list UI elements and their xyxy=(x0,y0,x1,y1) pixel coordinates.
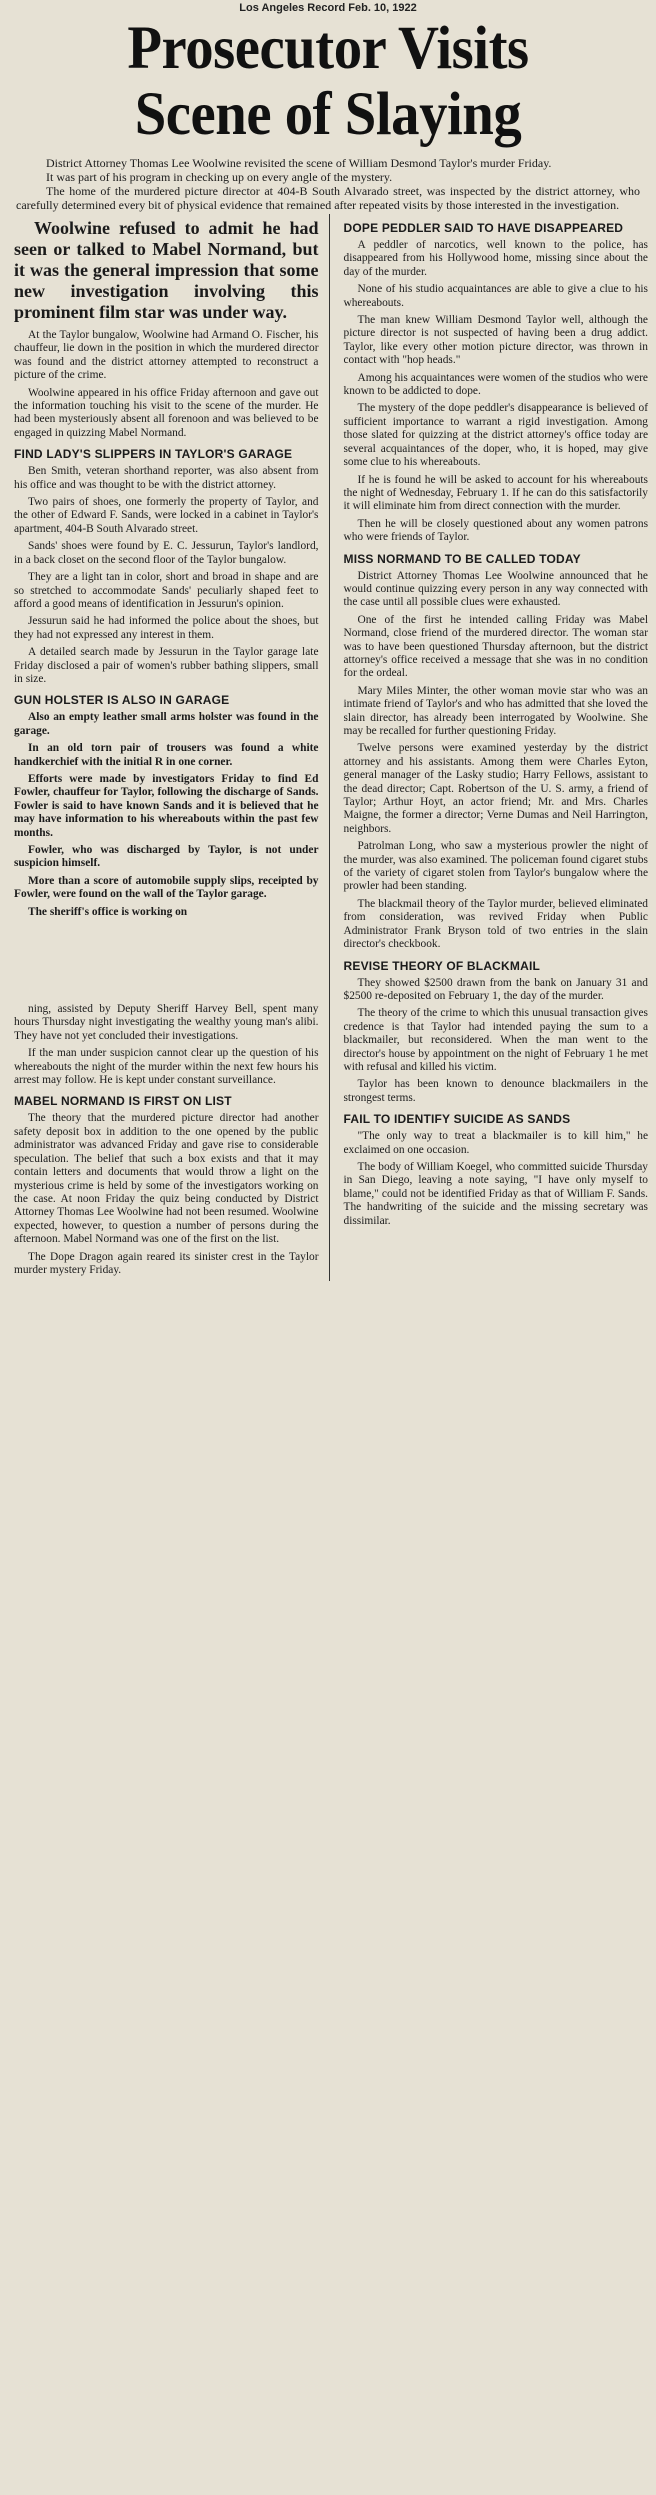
subheading: FAIL TO IDENTIFY SUICIDE AS SANDS xyxy=(343,1112,571,1127)
column-break-space xyxy=(14,923,319,1003)
article-paragraph: Jessurun said he had informed the police about the shoes, but they had not expressed any interest in them. xyxy=(14,615,319,641)
lede-paragraph: Woolwine refused to admit he had seen or talked to Mabel Normand, but it was the general impression that some new investigation involving this prominent film star was under way. xyxy=(14,218,319,322)
headline-line-1: Prosecutor Visits xyxy=(127,15,529,82)
article-paragraph: The body of William Koegel, who committed suicide Thursday in San Diego, leaving a note saying, "I have only myself to blame," could not be identified Friday as that of William F. Sands. The handwriting of the suicide and the missing secretary was dissimilar. xyxy=(343,1160,648,1227)
subheading: MABEL NORMAND IS FIRST ON LIST xyxy=(14,1094,232,1109)
intro-paragraph: District Attorney Thomas Lee Woolwine revisited the scene of William Desmond Taylor's murder Friday. xyxy=(46,156,552,170)
article-paragraph: ning, assisted by Deputy Sheriff Harvey Bell, spent many hours Thursday night investigating the wealthy young man's alibi. They have not yet concluded their investigations. xyxy=(14,1003,319,1042)
article-paragraph: The blackmail theory of the Taylor murder, believed eliminated from consideration, was revived Friday when Public Administrator Frank Bryson told of two entries in the slain director's checkbook. xyxy=(343,897,648,951)
article-paragraph: Twelve persons were examined yesterday by the district attorney and his assistants. Among them were Charles Eyton, general manager of the Lasky studio; Harry Fellows, assistant to the dead director; Capt. Robertson of the U. S. army, a friend of Taylor; Arthur Hoyt, an actor friend; Mr. and Mrs. Charles Maigne, the former a director; Verne Dumas and Neil Harrington, neighbors. xyxy=(343,742,648,835)
article-paragraph: If the man under suspicion cannot clear up the question of his whereabouts the night of the murder within the next few hours his arrest may follow. He is kept under constant surveillance. xyxy=(14,1047,319,1087)
subheading: GUN HOLSTER IS ALSO IN GARAGE xyxy=(14,693,230,708)
left-column xyxy=(14,214,330,1281)
subheading: MISS NORMAND TO BE CALLED TODAY xyxy=(343,551,581,566)
article-paragraph: At the Taylor bungalow, Woolwine had Armand O. Fischer, his chauffeur, lie down in the position in which the murdered director was found and the district attorney attempted to reconstruct a picture of the crime. xyxy=(14,329,319,382)
article-paragraph: A peddler of narcotics, well known to the police, has disappeared from his Hollywood home, missing since about the day of the murder. xyxy=(343,239,648,278)
article-paragraph: The theory of the crime to which this unusual transaction gives credence is that Taylor had intended paying the sum to a blackmailer, but reconsidered. When the man went to the director's house by appointment on the night of February 1 he met with refusal and killed his victim. xyxy=(343,1007,648,1073)
masthead: Los Angeles Record Feb. 10, 1922 xyxy=(239,2,417,14)
article-paragraph: They are a light tan in color, short and broad in shape and are so stretched to accommodate Sands' peculiarly shaped feet to afford a good means of identification in Jessurun's opinion. xyxy=(14,571,319,610)
article-paragraph: The man knew William Desmond Taylor well, although the picture director is not suspected of having been a drug addict. Taylor, like every other motion picture director, was thrown in contact with "hop heads." xyxy=(343,314,648,367)
headline-line-2: Scene of Slaying xyxy=(134,81,522,148)
article-paragraph: They showed $2500 drawn from the bank on January 31 and $2500 re-deposited on February 1, the day of the murder. xyxy=(343,976,648,1002)
article-paragraph: Efforts were made by investigators Friday to find Ed Fowler, chauffeur for Taylor, following the discharge of Sands. Fowler is said to have known Sands and it is believed that he may have information to his whereabouts within the past few months. xyxy=(14,772,319,839)
right-column xyxy=(344,214,649,1232)
article-paragraph: The Dope Dragon again reared its sinister crest in the Taylor murder mystery Friday. xyxy=(14,1250,319,1276)
subheading: REVISE THEORY OF BLACKMAIL xyxy=(343,958,541,973)
article-paragraph: Fowler, who was discharged by Taylor, is not under suspicion himself. xyxy=(14,844,319,870)
article-paragraph: District Attorney Thomas Lee Woolwine announced that he would continue quizzing every person in any way connected with the case until all possible clues were exhausted. xyxy=(343,569,648,609)
intro-paragraph: It was part of his program in checking up on every angle of the mystery. xyxy=(46,170,393,184)
article-paragraph: Ben Smith, veteran shorthand reporter, was also absent from his office and was thought to be with the district attorney. xyxy=(14,465,319,491)
article-paragraph: "The only way to treat a blackmailer is to kill him," he exclaimed on one occasion. xyxy=(343,1130,648,1156)
article-paragraph: Sands' shoes were found by E. C. Jessurun, Taylor's landlord, in a back closet on the second floor of the Taylor bungalow. xyxy=(14,540,319,566)
intro-paragraph: The home of the murdered picture director at 404-B South Alvarado street, was inspected by the district attorney, who carefully determined every bit of physical evidence that remained after repeated visits by those interested in the investigation. xyxy=(16,184,640,212)
article-paragraph: None of his studio acquaintances are able to give a clue to his whereabouts. xyxy=(343,283,648,309)
subheading: FIND LADY'S SLIPPERS IN TAYLOR'S GARAGE xyxy=(14,447,293,462)
article-paragraph: Patrolman Long, who saw a mysterious prowler the night of the murder, was also examined. The policeman found cigaret stubs of the variety of cigaret stolen from Taylor's bungalow where the prowler had been standing. xyxy=(343,840,648,893)
intro-block xyxy=(0,148,656,214)
article-paragraph: If he is found he will be asked to account for his whereabouts the night of Wednesday, February 1. If he can do this satisfactorily it will eliminate him from direct connection with the murder. xyxy=(343,473,648,513)
subheading: DOPE PEDDLER SAID TO HAVE DISAPPEARED xyxy=(343,221,624,235)
article-paragraph: Mary Miles Minter, the other woman movie star who was an intimate friend of Taylor's and who has admitted that she loved the slain director, has already been interrogated by Woolwine. She may be recalled for further questioning Friday. xyxy=(343,684,648,737)
article-paragraph: Woolwine appeared in his office Friday afternoon and gave out the information touching his visit to the scene of the murder. He had been mysteriously absent all forenoon and was believed to be engaged in quizzing Mabel Normand. xyxy=(14,386,319,439)
article-paragraph: The sheriff's office is working on xyxy=(28,905,188,918)
article-paragraph: Among his acquaintances were women of the studios who were known to be addicted to dope. xyxy=(343,371,648,398)
article-paragraph: The theory that the murdered picture director had another safety deposit box in addition to the one opened by the public administrator was advanced Friday and gave rise to considerable speculation. The belief that such a box exists and that it may contain letters and documents that would throw a light on the mysterious crime is held by some of the investigators working on the case. At noon Friday the quiz being conducted by District Attorney Thomas Lee Woolwine had not been resumed. Woolwine expected, however, to question a number of persons during the afternoon. Mabel Normand was one of the first on the list. xyxy=(14,1112,319,1246)
article-paragraph: More than a score of automobile supply slips, receipted by Fowler, were found on the wall of the Taylor garage. xyxy=(14,874,319,901)
article-paragraph: In an old torn pair of trousers was found a white handkerchief with the initial R in one corner. xyxy=(14,742,319,768)
article-columns xyxy=(0,214,656,1281)
article-paragraph: One of the first he intended calling Friday was Mabel Normand, close friend of the murdered director. The woman star was to have been questioned Thursday afternoon, but the district attorney's office received a message that she was in no condition for the ordeal. xyxy=(343,613,648,680)
article-paragraph: Then he will be closely questioned about any women patrons who were friends of Taylor. xyxy=(343,517,648,544)
article-paragraph: The mystery of the dope peddler's disappearance is believed of sufficient importance to warrant a rigid investigation. Among those slated for quizzing at the district attorney's office today are several acquaintances of the doper, who, it is hoped, may give some clue to his whereabouts. xyxy=(343,402,648,469)
article-paragraph: Taylor has been known to denounce blackmailers in the strongest terms. xyxy=(343,1078,648,1104)
article-paragraph: A detailed search made by Jessurun in the Taylor garage late Friday disclosed a pair of women's rubber bathing slippers, small in size. xyxy=(14,646,319,685)
article-paragraph: Two pairs of shoes, one formerly the property of Taylor, and the other of Edward F. Sands, were locked in a cabinet in Taylor's apartment, 404-B South Alvarado street. xyxy=(14,496,319,535)
article-paragraph: Also an empty leather small arms holster was found in the garage. xyxy=(14,711,319,737)
